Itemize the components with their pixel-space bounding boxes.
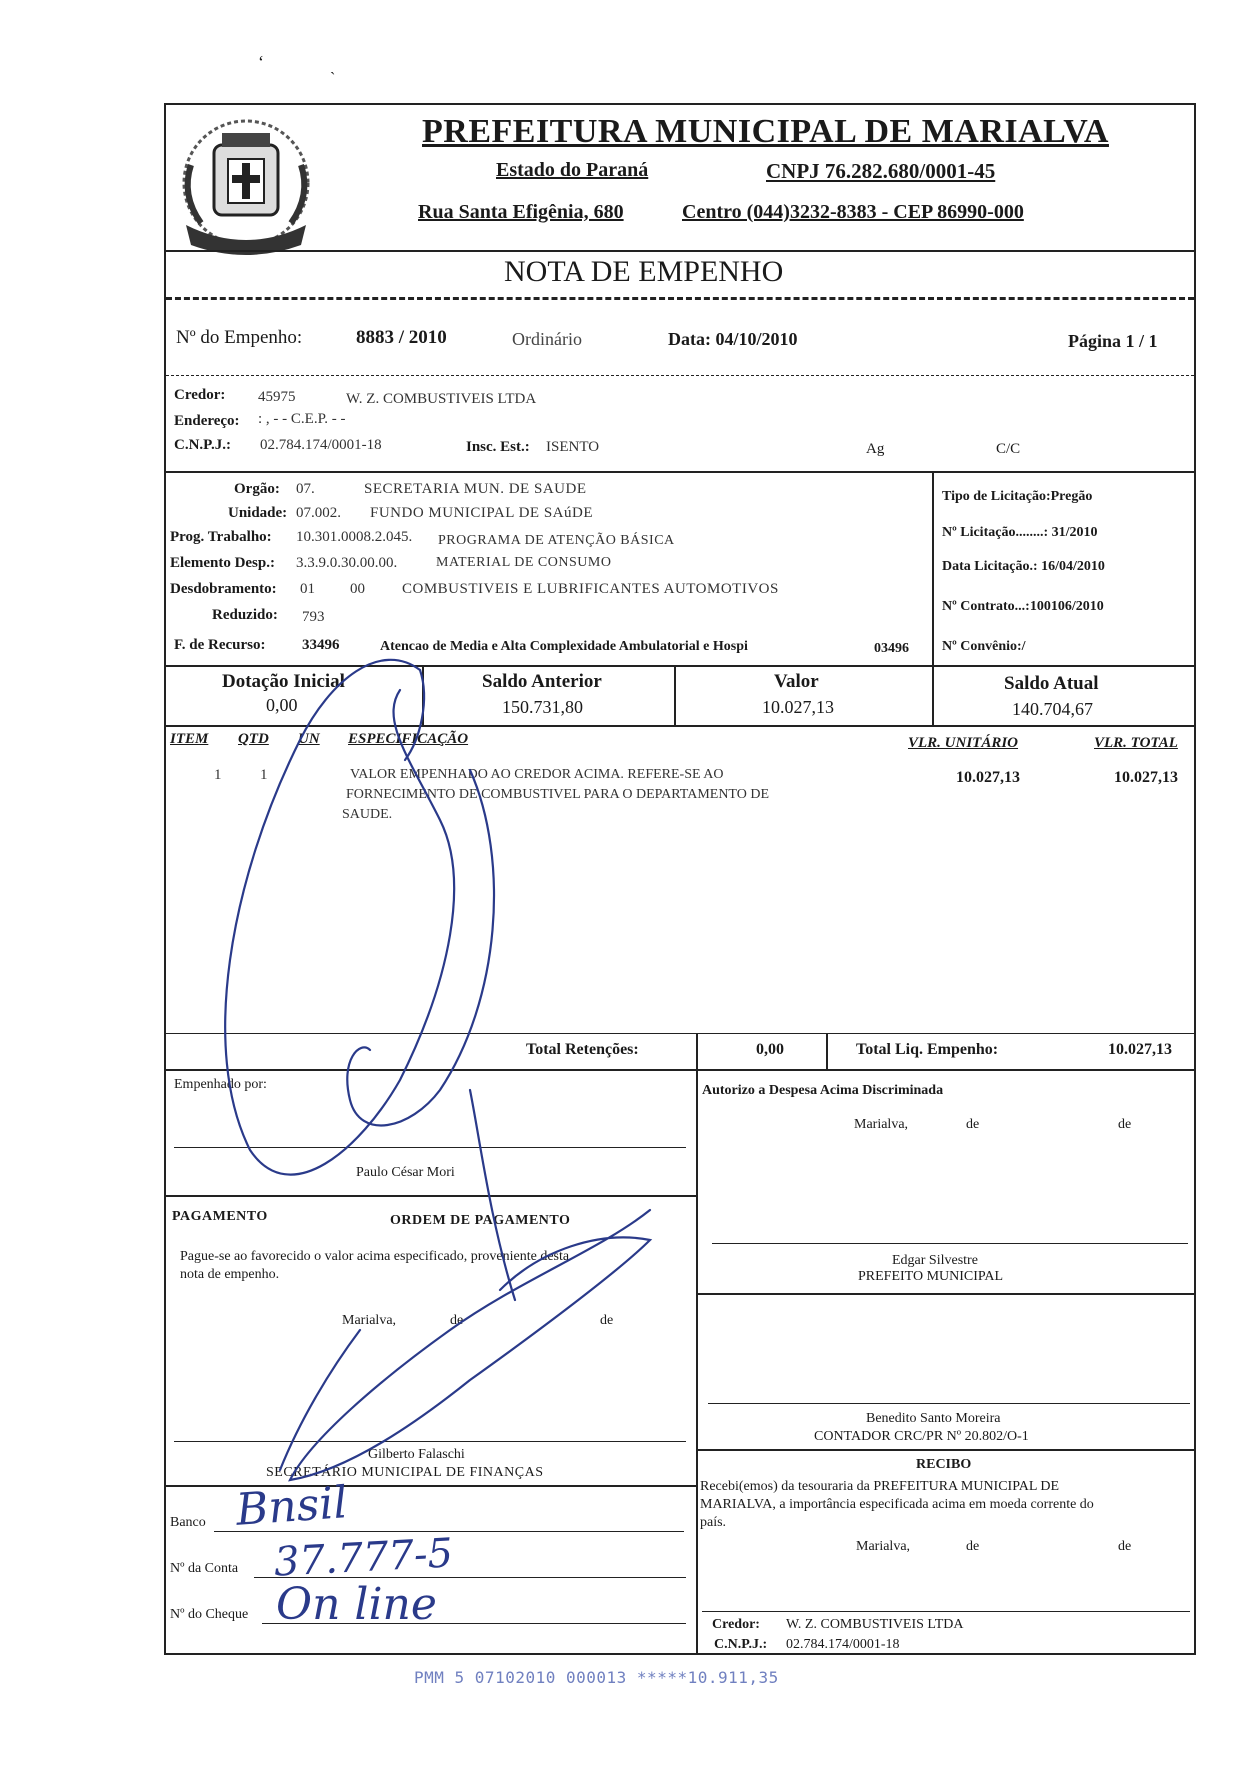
prog-name: PROGRAMA DE ATENÇÃO BÁSICA [438,533,675,548]
total-liq-value: 10.027,13 [1108,1041,1172,1058]
cheque-handwritten: On line [276,1579,437,1630]
recibo-credor-value: W. Z. COMBUSTIVEIS LTDA [786,1617,964,1632]
recibo-credor-label: Credor: [712,1617,760,1632]
licit-data: Data Licitação.: 16/04/2010 [942,559,1105,574]
row-vlr-total: 10.027,13 [1114,769,1178,786]
endereco-value: : , - - C.E.P. - - [258,411,346,427]
valor-label: Valor [774,671,819,692]
bank-stamp: PMM 5 07102010 000013 *****10.911,35 [414,1668,779,1687]
elem-label: Elemento Desp.: [170,555,275,571]
orgao-label: Orgão: [234,481,280,497]
cnpj-header: CNPJ 76.282.680/0001-45 [766,159,996,183]
contador-role: CONTADOR CRC/PR Nº 20.802/O-1 [814,1429,1029,1444]
desd-code2: 00 [350,581,365,597]
credor-label: Credor: [174,387,226,403]
desd-code1: 01 [300,581,315,597]
elem-name: MATERIAL DE CONSUMO [436,555,612,570]
ordem-pagamento-label: ORDEM DE PAGAMENTO [390,1213,571,1228]
contador-name: Benedito Santo Moreira [866,1411,1001,1426]
cc-label: C/C [996,441,1021,457]
saldo-atual-value: 140.704,67 [1012,699,1093,719]
elem-code: 3.3.9.0.30.00.00. [296,555,398,571]
credor-name: W. Z. COMBUSTIVEIS LTDA [346,391,537,407]
insc-value: ISENTO [546,439,600,455]
autorizo-role: PREFEITO MUNICIPAL [858,1269,1004,1284]
stray-mark: ˎ [330,58,336,75]
unidade-label: Unidade: [228,505,288,521]
recibo-title: RECIBO [916,1457,972,1472]
col-especificacao: ESPECIFICAÇÃO [348,731,469,747]
stray-mark: ʻ [258,52,264,72]
prefeitura-title: PREFEITURA MUNICIPAL DE MARIALVA [422,113,1109,150]
nota-de-empenho [164,103,1196,1655]
contrato: Nº Contrato...:100106/2010 [942,599,1104,614]
recurso-name: Atencao de Media e Alta Complexidade Ambulatorial e Hospi [380,639,748,654]
row-esp-3: SAUDE. [342,807,393,822]
recurso-label: F. de Recurso: [174,637,266,653]
pagamento-de1: de [450,1313,464,1328]
recibo-city: Marialva, [856,1539,911,1554]
autorizo-label: Autorizo a Despesa Acima Discriminada [702,1083,944,1098]
recibo-cnpj-value: 02.784.174/0001-18 [786,1637,900,1652]
total-retencoes-label: Total Retenções: [526,1041,639,1058]
pagamento-label: PAGAMENTO [172,1209,268,1224]
desd-name: COMBUSTIVEIS E LUBRIFICANTES AUTOMOTIVOS [402,581,779,597]
pagamento-role: SECRETÁRIO MUNICIPAL DE FINANÇAS [266,1465,544,1480]
recibo-text-2: MARIALVA, a importância especificada acima em moeda corrente do [700,1497,1094,1512]
col-qtd: QTD [238,731,269,747]
address-text: Rua Santa Efigênia, 680 [418,201,624,223]
licit-tipo: Tipo de Licitação:Pregão [942,489,1093,504]
coat-of-arms-icon [166,105,326,265]
recibo-cnpj-label: C.N.P.J.: [714,1637,768,1652]
ag-label: Ag [866,441,885,457]
empenho-page: Página 1 / 1 [1068,331,1158,351]
reduz-label: Reduzido: [212,607,278,623]
licit-num: Nº Licitação........: 31/2010 [942,525,1098,540]
col-vlr-unitario: VLR. UNITÁRIO [908,735,1019,751]
dotacao-value: 0,00 [266,695,298,715]
col-vlr-total: VLR. TOTAL [1094,735,1178,751]
dotacao-label: Dotação Inicial [222,671,345,692]
conta-handwritten: 37.777-5 [272,1530,455,1586]
pagamento-text-2: nota de empenho. [180,1267,280,1282]
banco-handwritten: Bnsil [234,1477,350,1536]
banco-label: Banco [170,1515,206,1530]
autorizo-de1: de [966,1117,980,1132]
empenhado-name: Paulo César Mori [356,1165,455,1180]
recibo-de1: de [966,1539,980,1554]
row-esp-2: FORNECIMENTO DE COMBUSTIVEL PARA O DEPARTAMENTO DE [346,787,770,802]
pagamento-name: Gilberto Falaschi [368,1447,465,1462]
recibo-text-1: Recebi(emos) da tesouraria da PREFEITURA MUNICIPAL DE [700,1479,1060,1494]
cheque-label: Nº do Cheque [170,1607,249,1622]
col-un: UN [298,731,320,747]
endereco-label: Endereço: [174,413,240,429]
recibo-text-3: país. [700,1515,727,1530]
col-item: ITEM [170,731,209,747]
pagamento-city: Marialva, [342,1313,397,1328]
conta-label: Nº da Conta [170,1561,239,1576]
autorizo-de2: de [1118,1117,1132,1132]
credor-code: 45975 [258,389,296,405]
autorizo-name: Edgar Silvestre [892,1253,978,1268]
empenho-num-value: 8883 / 2010 [356,327,447,348]
cnpj-value: 02.784.174/0001-18 [260,437,382,453]
insc-label: Insc. Est.: [466,439,530,455]
doc-title: NOTA DE EMPENHO [504,255,784,288]
unidade-name: FUNDO MUNICIPAL DE SAúDE [370,505,593,521]
recurso-code2: 03496 [874,641,909,656]
contact-text: Centro (044)3232-8383 - CEP 86990-000 [682,201,1024,223]
estado-text: Estado do Paraná [496,159,649,181]
pagamento-de2: de [600,1313,614,1328]
prog-label: Prog. Trabalho: [170,529,272,545]
total-liq-label: Total Liq. Empenho: [856,1041,999,1058]
unidade-code: 07.002. [296,505,341,521]
orgao-name: SECRETARIA MUN. DE SAUDE [364,481,587,497]
prog-code: 10.301.0008.2.045. [296,529,413,545]
row-vlr-unitario: 10.027,13 [956,769,1020,786]
reduz-value: 793 [302,609,325,625]
total-retencoes-value: 0,00 [756,1041,784,1058]
empenho-type: Ordinário [512,329,582,349]
row-item: 1 [214,767,222,783]
empenho-date: Data: 04/10/2010 [668,329,798,349]
row-esp-1: VALOR EMPENHADO AO CREDOR ACIMA. REFERE-SE AO [350,767,724,782]
recibo-de2: de [1118,1539,1132,1554]
saldo-anterior-label: Saldo Anterior [482,671,602,692]
row-qtd: 1 [260,767,268,783]
recurso-code: 33496 [302,637,340,653]
orgao-code: 07. [296,481,315,497]
saldo-anterior-value: 150.731,80 [502,697,583,717]
desd-label: Desdobramento: [170,581,277,597]
empenhado-label: Empenhado por: [174,1077,267,1092]
saldo-atual-label: Saldo Atual [1004,673,1099,694]
convenio: Nº Convênio:/ [942,639,1026,654]
cnpj-label: C.N.P.J.: [174,437,231,453]
empenho-num-label: Nº do Empenho: [176,327,303,348]
pagamento-text-1: Pague-se ao favorecido o valor acima especificado, proveniente desta [180,1249,570,1264]
autorizo-city: Marialva, [854,1117,909,1132]
valor-value: 10.027,13 [762,697,834,717]
